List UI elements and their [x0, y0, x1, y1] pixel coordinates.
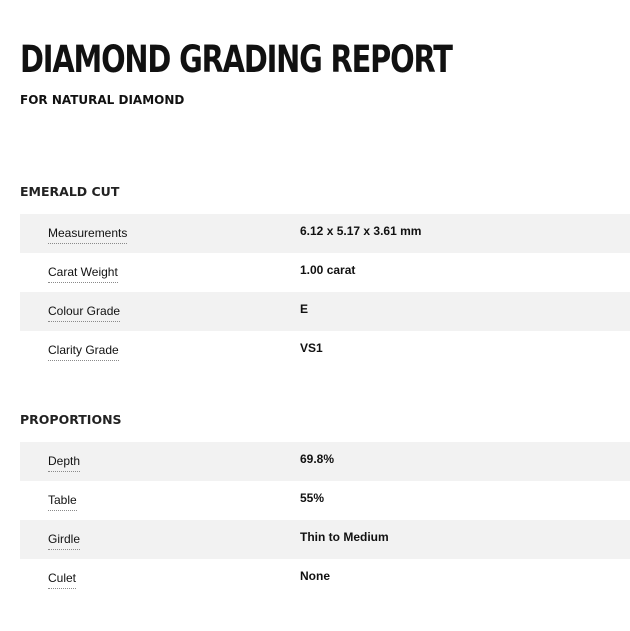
row-value-girdle: Thin to Medium — [300, 530, 389, 544]
row-value-carat-weight: 1.00 carat — [300, 263, 356, 277]
row-value-depth: 69.8% — [300, 452, 335, 466]
section-heading-emerald-cut: EMERALD CUT — [20, 184, 120, 199]
row-label-culet[interactable]: Culet — [48, 571, 76, 589]
row-label-clarity-grade[interactable]: Clarity Grade — [48, 343, 119, 361]
row-label-table[interactable]: Table — [48, 493, 77, 511]
table-row-colour-grade — [20, 292, 630, 331]
proportions-table — [20, 442, 630, 598]
table-row-girdle — [20, 520, 630, 559]
grading-results-table — [20, 214, 630, 370]
table-row-carat-weight — [20, 253, 630, 292]
table-row-measurements — [20, 214, 630, 253]
report-title: DIAMOND GRADING REPORT — [20, 38, 452, 81]
table-row-clarity-grade — [20, 331, 630, 370]
row-value-table: 55% — [300, 491, 325, 505]
row-value-measurements: 6.12 x 5.17 x 3.61 mm — [300, 224, 422, 238]
table-row-depth — [20, 442, 630, 481]
row-value-colour-grade: E — [300, 302, 309, 316]
report-subtitle: FOR NATURAL DIAMOND — [20, 93, 185, 107]
row-label-depth[interactable]: Depth — [48, 454, 80, 472]
row-label-measurements[interactable]: Measurements — [48, 226, 127, 244]
section-heading-proportions: PROPORTIONS — [20, 412, 122, 427]
row-value-culet: None — [300, 569, 330, 583]
row-label-carat-weight[interactable]: Carat Weight — [48, 265, 118, 283]
row-label-girdle[interactable]: Girdle — [48, 532, 80, 550]
table-row-culet — [20, 559, 630, 598]
table-row-table — [20, 481, 630, 520]
row-label-colour-grade[interactable]: Colour Grade — [48, 304, 120, 322]
row-value-clarity-grade: VS1 — [300, 341, 323, 355]
